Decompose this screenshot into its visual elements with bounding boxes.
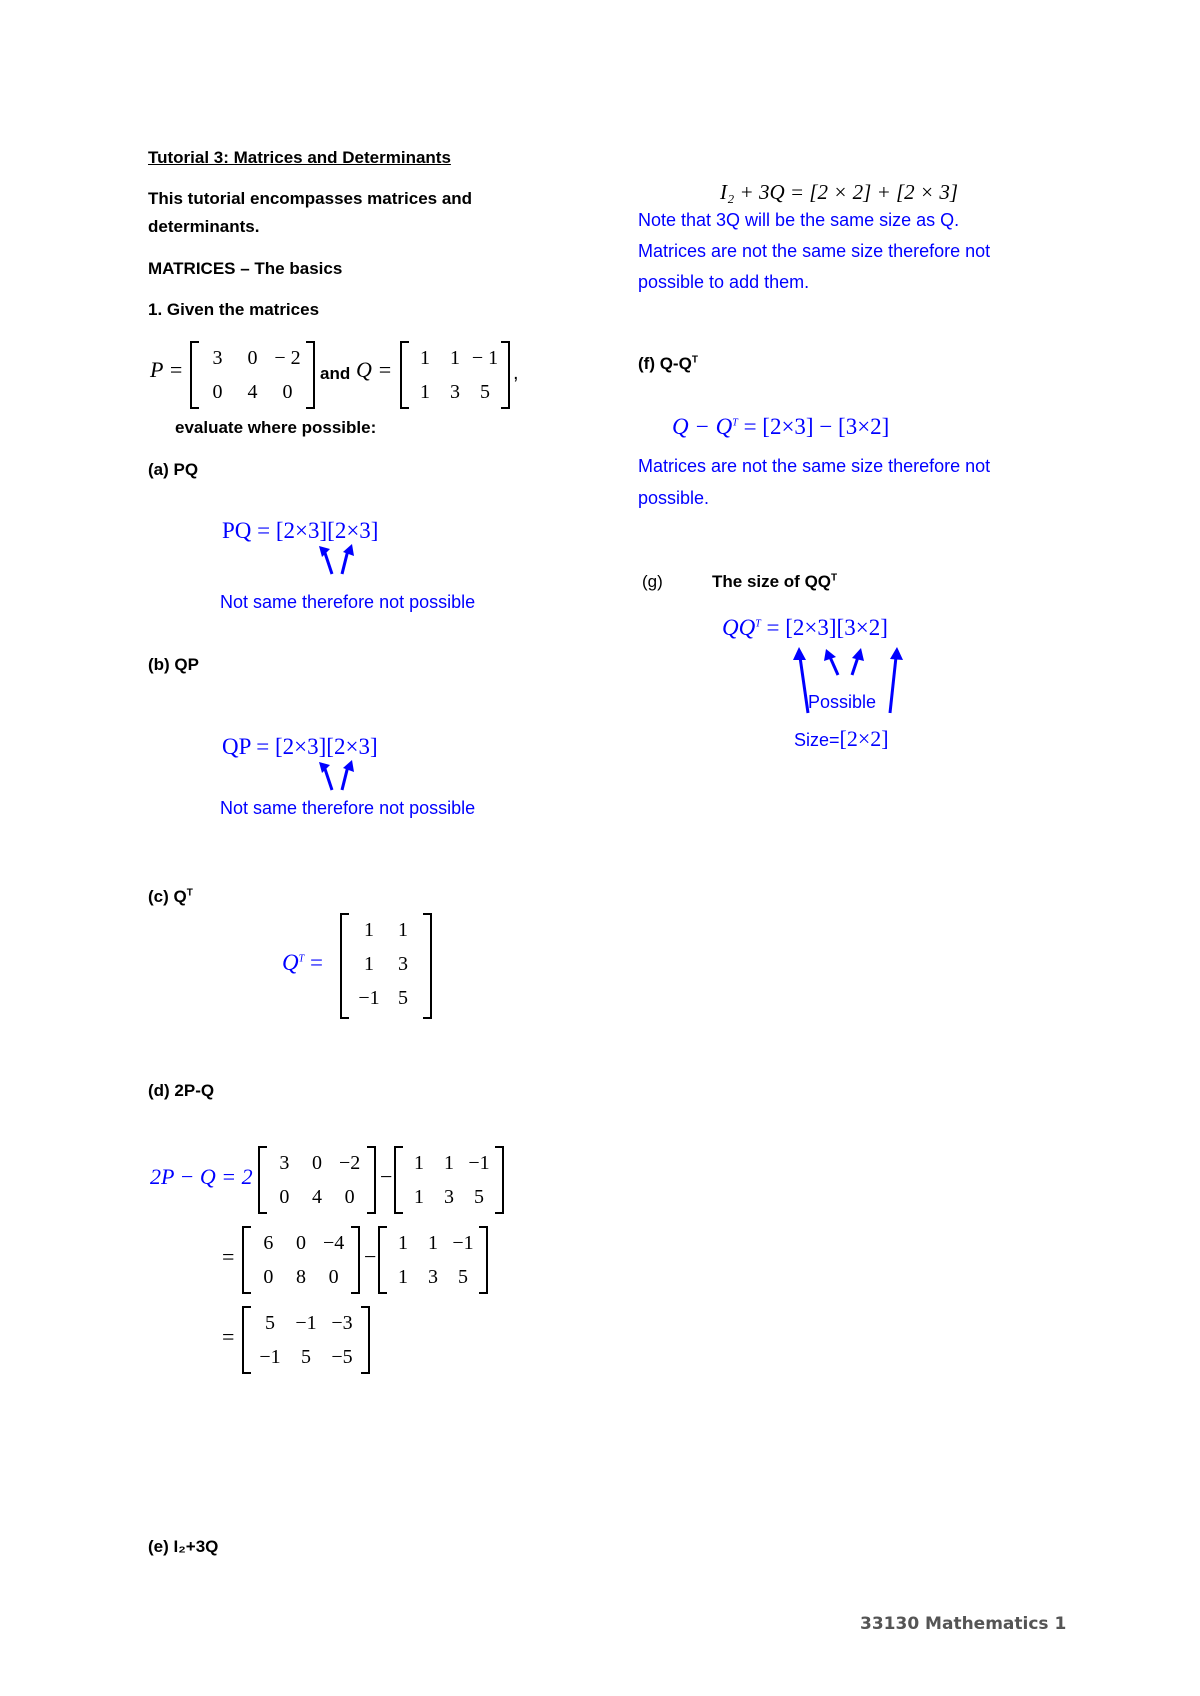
- intro-line-2: determinants.: [148, 217, 260, 236]
- part-b-label: (b) QP: [148, 655, 199, 674]
- part-g-arrows: [780, 645, 930, 735]
- matrix-p: 3 0 − 2 0 4 0: [190, 341, 315, 409]
- part-a-note: Not same therefore not possible: [220, 592, 476, 612]
- part-b-note: Not same therefore not possible: [220, 798, 476, 818]
- possible-label: Possible: [808, 692, 877, 712]
- matrix-d-4: 1 1 −1 1 3 5: [378, 1226, 488, 1294]
- part-g-label: (g): [642, 572, 663, 591]
- page-title: Tutorial 3: Matrices and Determinants: [148, 148, 451, 167]
- part-b-arrows: [310, 756, 370, 796]
- part-c-lhs: $Q^T$ =: [282, 950, 323, 975]
- matrix-q: 1 1 − 1 1 3 5: [400, 341, 510, 409]
- part-a-expression: PQ = [2×3][2×3]: [222, 518, 379, 543]
- part-e-expression: I₂ + 3Q = [2 × 2] + [2 × 3]: [720, 180, 959, 204]
- part-b-expression: QP = [2×3][2×3]: [222, 734, 378, 759]
- minus-2: −: [364, 1244, 377, 1269]
- evaluate-text: evaluate where possible:: [175, 418, 377, 437]
- question-1: 1. Given the matrices: [148, 300, 320, 319]
- section-heading: MATRICES – The basics: [148, 259, 343, 278]
- part-f-label: (f) $Q-Q^T$: [638, 354, 698, 373]
- part-f-expression: $Q - Q^T = [2\times 3] - [3\times 2]$: [672, 414, 890, 439]
- minus-1: −: [380, 1164, 393, 1189]
- part-a-arrows: [310, 540, 370, 580]
- part-c-label: (c) $Q^T$: [148, 887, 193, 906]
- part-e-note-3: possible to add them.: [638, 272, 810, 292]
- equals-1: =: [222, 1244, 235, 1269]
- matrix-d-3: 6 0 −4 0 8 0: [242, 1226, 360, 1294]
- footer-course: 33130 Mathematics 1: [860, 1614, 1067, 1634]
- part-f-note-2: possible.: [638, 488, 710, 508]
- size-label: Size=[2×2]: [794, 726, 889, 751]
- intro-line-1: This tutorial encompasses matrices and: [148, 189, 473, 208]
- and-text: and: [320, 364, 351, 383]
- q-label: Q =: [356, 357, 393, 382]
- part-d-label: (d) 2P-Q: [148, 1081, 215, 1100]
- equals-2: =: [222, 1324, 235, 1349]
- matrix-qt: 1 1 1 3 −1 5: [340, 913, 432, 1019]
- part-g-text: The size of $QQ^T$: [712, 572, 838, 591]
- matrix-d-1: 3 0 −2 0 4 0: [258, 1146, 376, 1214]
- part-e-note-2: Matrices are not the same size therefore not: [638, 241, 991, 261]
- comma: ,: [513, 362, 519, 384]
- matrix-d-5: 5 −1 −3 −1 5 −5: [242, 1306, 370, 1374]
- part-e-label: (e) I₂+3Q: [148, 1537, 219, 1556]
- p-label: P =: [150, 357, 184, 382]
- part-e-note-1: Note that 3Q will be the same size as Q.: [638, 210, 960, 230]
- part-g-expression: $QQ^T = [2\times 3][3\times 2]$: [722, 615, 888, 640]
- part-a-label: (a) PQ: [148, 460, 199, 479]
- part-d-lhs: 2P − Q = 2: [150, 1164, 253, 1189]
- part-f-note-1: Matrices are not the same size therefore not: [638, 456, 991, 476]
- matrix-d-2: 1 1 −1 1 3 5: [394, 1146, 504, 1214]
